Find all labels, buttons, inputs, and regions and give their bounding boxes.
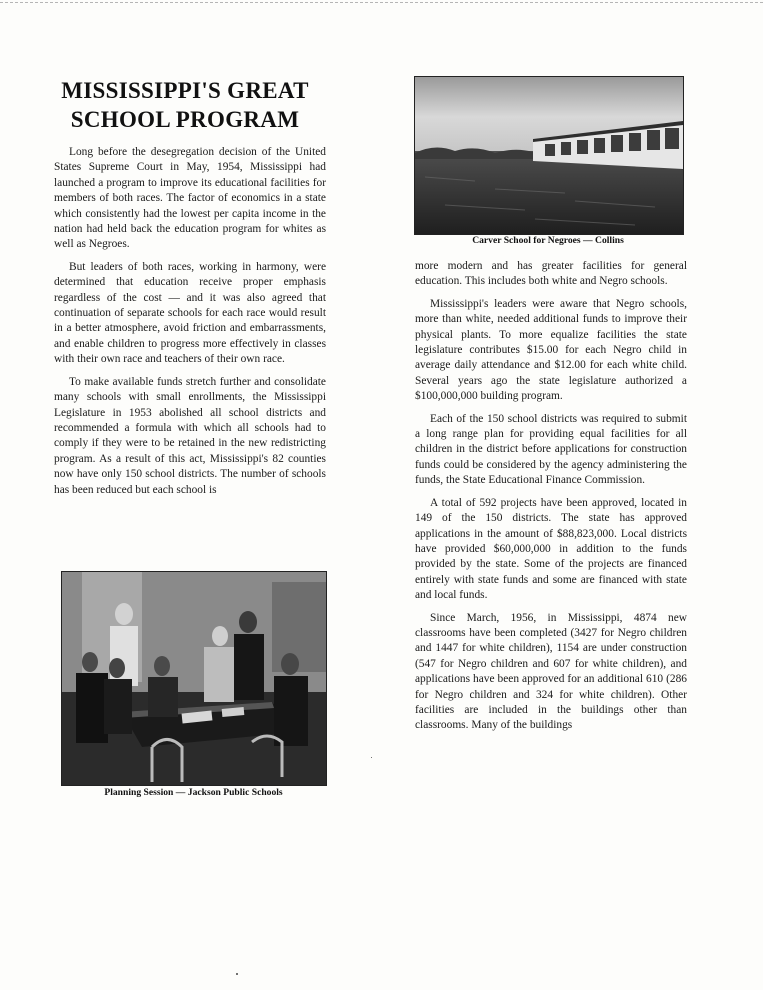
left-column <box>54 145 326 505</box>
print-speck <box>236 973 238 975</box>
paragraph: But leaders of both races, working in harmony, were determined that education receive proper emphasis regardless of the cost — and it was also agreed that continuation of separate schools for each race would result in a better atmosphere, avoid friction and embarrassments, and enable children to progress more effectively in classes with their own race and teachers of their own race. <box>54 260 326 366</box>
photo-caption-planning-session: Planning Session — Jackson Public Schools <box>104 787 283 798</box>
paragraph: Mississippi's leaders were aware that Negro schools, more than white, needed additional funds to improve their physical plants. To more equalize facilities the state legislature contributes $15.00 for each Negro child in average daily attendance and $12.00 for each white child. Several years ago the state legislature authorized a $100,000,000 building program. <box>415 297 687 403</box>
paragraph: Each of the 150 school districts was required to submit a long range plan for providing equal facilities for all children in the district before applications for construction funds could be considered by the agency administering the funds, the State Educational Finance Commission. <box>415 412 687 487</box>
print-speck <box>371 757 372 758</box>
article-title-line-1: MISSISSIPPI'S GREAT <box>61 78 309 103</box>
paragraph: To make available funds stretch further and consolidate many schools with small enrollments, the Mississippi Legislature in 1953 abolished all school districts and recommended a formula with which all schools had to comply if they were to be retained in the new redistricting program. As a result of this act, Mississippi's 82 counties now have only 150 school districts. The number of schools has been reduced but each school is <box>54 375 326 496</box>
top-dashed-rule <box>0 2 763 3</box>
photo-caption-carver-school: Carver School for Negroes — Collins <box>472 235 624 246</box>
school-building-photo <box>414 76 684 235</box>
right-column <box>415 259 687 741</box>
planning-session-photo <box>61 571 327 786</box>
paragraph: Long before the desegregation decision of the United States Supreme Court in May, 1954, Mississippi had launched a program to improve its educational facilities for members of both races. The factor of economics in a state which consistently had the lowest per capita income in the nation had held back the education program for whites as well as Negroes. <box>54 146 326 251</box>
paragraph: Since March, 1956, in Mississippi, 4874 new classrooms have been completed (3427 for Negro children and 1447 for white children), 1154 are under construction (547 for Negro children and 607 for white children), and applications have been approved for an additional 610 (286 for Negro children and 324 for white children). Other facilities are included in the buildings other than classrooms. Many of the buildings <box>415 611 687 732</box>
article-title <box>40 76 330 134</box>
paragraph: more modern and has greater facilities for general education. This includes both white and Negro schools. <box>415 260 687 288</box>
article-title-line-2: SCHOOL PROGRAM <box>70 107 300 132</box>
paragraph: A total of 592 projects have been approved, located in 149 of the 150 districts. The state has approved applications in the amount of $88,823,000. Local districts have provided $60,000,000 in addition to the funds provided by the state. Some of the projects are financed entirely with state funds and some are financed with state and local funds. <box>415 496 687 602</box>
